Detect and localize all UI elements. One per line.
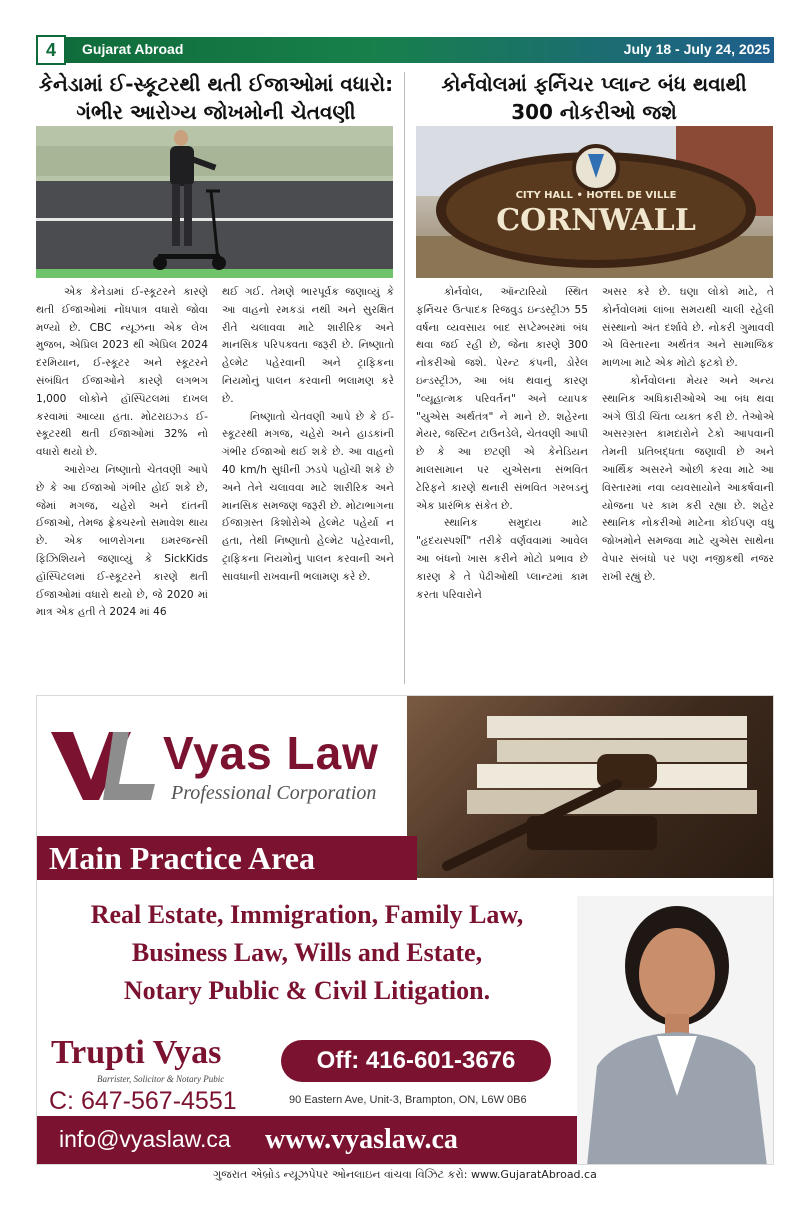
article-right-column-2 (602, 284, 774, 587)
lawyer-portrait (577, 896, 774, 1165)
column-divider (404, 72, 405, 684)
lawyer-name: Trupti Vyas (51, 1034, 222, 1071)
sign-top-text: CITY HALL • HOTEL DE VILLE (515, 190, 677, 201)
website-link[interactable]: www.vyaslaw.ca (265, 1124, 458, 1155)
publication-name: Gujarat Abroad (82, 41, 184, 57)
lawyer-title: Barrister, Solicitor & Notary Pubic (97, 1074, 225, 1084)
portrait-illustration (577, 896, 774, 1165)
headline-line-1: કોર્નવોલમાં ફર્નિચર પ્લાન્ટ બંધ થવાથી (441, 72, 747, 96)
paragraph: અસર કરે છે. ઘણા લોકો માટે, તે કોર્નવોલમાં લાંબા સમયથી ચાલી રહેલી સંસ્થાનો અંત દર્શાવે છે. નોકરી ગુમાવવી એ વિસ્તારના અર્થતંત્ર અને સામાજિક માળખા માટે એક મોટો ફટકો છે. (602, 286, 774, 370)
article-right-headline (414, 70, 774, 126)
cornwall-sign-photo (416, 126, 773, 278)
article-left-column-1 (36, 284, 208, 622)
paragraph: થઈ ગઈ. તેમણે ભારપૂર્વક જણાવ્યું કે આ વાહનો રમકડાં નથી અને સુરક્ષિત રીતે ચલાવવા માટે શારીરિક અને માનસિક પરિપક્વતા જરૂરી છે. નિષ્ણાતો હેલ્મેટ પહેરવાની અને ટ્રાફિકના નિયમોનું પાલન કરવાની ભલામણ કરે છે. (222, 286, 394, 405)
headline-line-2: ગંભીર આરોગ્ય જોખમોની ચેતવણી (76, 100, 356, 124)
headline-line-1: કેનેડામાં ઈ-સ્કૂટરથી થતી ઈજાઓમાં વધારો: (38, 72, 394, 96)
article-left-headline (36, 70, 396, 126)
issue-date-range: July 18 - July 24, 2025 (623, 41, 770, 57)
paragraph: સ્થાનિક સમુદાય માટે "હૃદયસ્પર્શી" તરીકે વર્ણવવામાં આવેલ આ બંધનો ખાસ કરીને મોટો પ્રભાવ છે કારણ કે તે પેઢીઓથી પ્લાન્ટમાં કામ કરતા પરિવારોને (416, 517, 588, 601)
office-phone[interactable]: Off: 416-601-3676 (281, 1040, 551, 1082)
headline-line-2: 300 નોકરીઓ જશે (511, 100, 677, 124)
main-practice-label: Main Practice Area (37, 836, 417, 880)
page-number: 4 (36, 35, 66, 65)
practice-line: Real Estate, Immigration, Family Law, (90, 900, 524, 929)
paragraph: નિષ્ણાતો ચેતવણી આપે છે કે ઈ-સ્કૂટરથી મગજ, ચહેરો અને હાડકાંની ગંભીર ઈજાઓ થઈ શકે છે. આ વાહનો 40 km/h સુધીની ઝડપે પહોંચી શકે છે અને તેને ચલાવવા માટે શારીરિક અને માનસિક સમજણ જરૂરી છે. મોટાભાગના ઈજાગ્રસ્ત કિશોરોએ હેલ્મેટ પહેર્યા ન હતા, તેથી નિષ્ણાતો હેલ્મેટ પહેરવાની, ટ્રાફિકના નિયમોનું પાલન કરવાની અને સાવધાની રાખવાની ભલામણ કરે છે. (222, 410, 394, 583)
practice-line: Notary Public & Civil Litigation. (123, 976, 491, 1005)
cornwall-sign-illustration (416, 126, 773, 278)
paragraph: કોર્નવોલના મેયર અને અન્ય સ્થાનિક અધિકારીઓએ આ બંધ થવા અંગે ઊંડી ચિંતા વ્યક્ત કરી છે. તેઓએ અસરગ્રસ્ત કામદારોને ટેકો આપવાની તેમની પ્રતિબદ્ધતા જણાવી છે અને આર્થિક અસરને ઓછી કરવા માટે આ વિસ્તારમાં નવા વ્યવસાયોને આકર્ષવાની યોજના પર કામ કરી રહ્યા છે. શહેર સ્થાનિક નોકરીઓ માટેના કોઈપણ વધુ જોખમોને સમજવા માટે યુએસ સાથેના વેપાર સંબંધો પર પણ નજીકથી નજર રાખી રહ્યું છે. (602, 374, 774, 583)
firm-name: Vyas Law (163, 727, 379, 779)
firm-subtitle: Professional Corporation (171, 782, 377, 804)
gavel-icon (407, 696, 774, 878)
practice-areas (37, 896, 577, 1010)
paragraph: કોર્નવોલ, ઑન્ટારિયો સ્થિત ફર્નિચર ઉત્પાદક રિજવુડ ઇન્ડસ્ટ્રીઝ 55 વર્ષના વ્યવસાય બાદ સપ્ટેમ્બરમાં બંધ થવા જઈ રહી છે, જેના કારણે 300 નોકરીઓ જશે. પેરન્ટ કંપની, ડોરેલ ઇન્ડસ્ટ્રીઝ, આ બંધ થવાનું કારણ "વ્યૂહાત્મક પરિવર્તન" અને વ્યાપક "યુએસ અર્થતંત્ર" ને માને છે. શહેરના મેયર, જસ્ટિન ટાઉનડેલે, ચેતવણી આપી છે કે આ છટણી એ કેનેડિયન માલસામાન પર યુએસના સંભવિત ટેરિફને કારણે થનારી સંભવિત ગરબડનું એક પ્રારંભિક સંકેત છે. (416, 286, 588, 512)
cell-phone[interactable]: C: 647-567-4551 (49, 1087, 237, 1115)
sign-main-text: CORNWALL (496, 203, 696, 238)
vyas-law-advertisement[interactable] (36, 695, 774, 1165)
article-left-column-2 (222, 284, 394, 587)
footer-note: ગુજરાત એબ્રોડ ન્યૂઝપેપર ઓનલાઇન વાંચવા વિઝિટ કરો: www.GujaratAbroad.ca (213, 1168, 597, 1181)
e-scooter-photo (36, 126, 393, 278)
paragraph: આરોગ્ય નિષ્ણાતો ચેતવણી આપે છે કે આ ઈજાઓ ગંભીર હોઈ શકે છે, જેમાં મગજ, ચહેરો અને દાંતની ઈજાઓ, તેમજ ફ્રેક્ચરનો સમાવેશ થાય છે. એક બાળરોગના ઇમરજન્સી ફિઝિશિયને જણાવ્યું કે SickKids હૉસ્પિટલમાં ઈ-સ્કૂટરને કારણે થતી ઈજાઓમાં વધારો થયો છે, જે 2020 માં માત્ર એક હતી તે 2024 માં 46 (36, 463, 208, 619)
email-link[interactable]: info@vyaslaw.ca (59, 1126, 231, 1152)
vl-logo-icon (51, 732, 155, 800)
office-address: 90 Eastern Ave, Unit-3, Brampton, ON, L6W 0B6 (289, 1094, 527, 1106)
gavel-books-photo (407, 696, 774, 878)
practice-line: Business Law, Wills and Estate, (131, 938, 483, 967)
paragraph: એક કેનેડામાં ઈ-સ્કૂટરને કારણે થતી ઈજાઓમાં નોંધપાત્ર વધારો જોવા મળ્યો છે. CBC ન્યૂઝના એક લેખ મુજબ, એપ્રિલ 2023 થી એપ્રિલ 2024 દરમિયાન, ઈ-સ્કૂટર અને સ્કૂટરને સંબંધિત ઈજાઓને કારણે લગભગ 1,000 લોકોને હૉસ્પિટલમાં દાખલ કરવામાં આવ્યા હતા. મોટરાઇઝ્ડ ઈ-સ્કૂટરથી થતી ઈજાઓમાં 32% નો વધારો થયો છે. (36, 286, 208, 459)
article-right-column-1 (416, 284, 588, 604)
e-scooter-illustration (36, 126, 393, 278)
